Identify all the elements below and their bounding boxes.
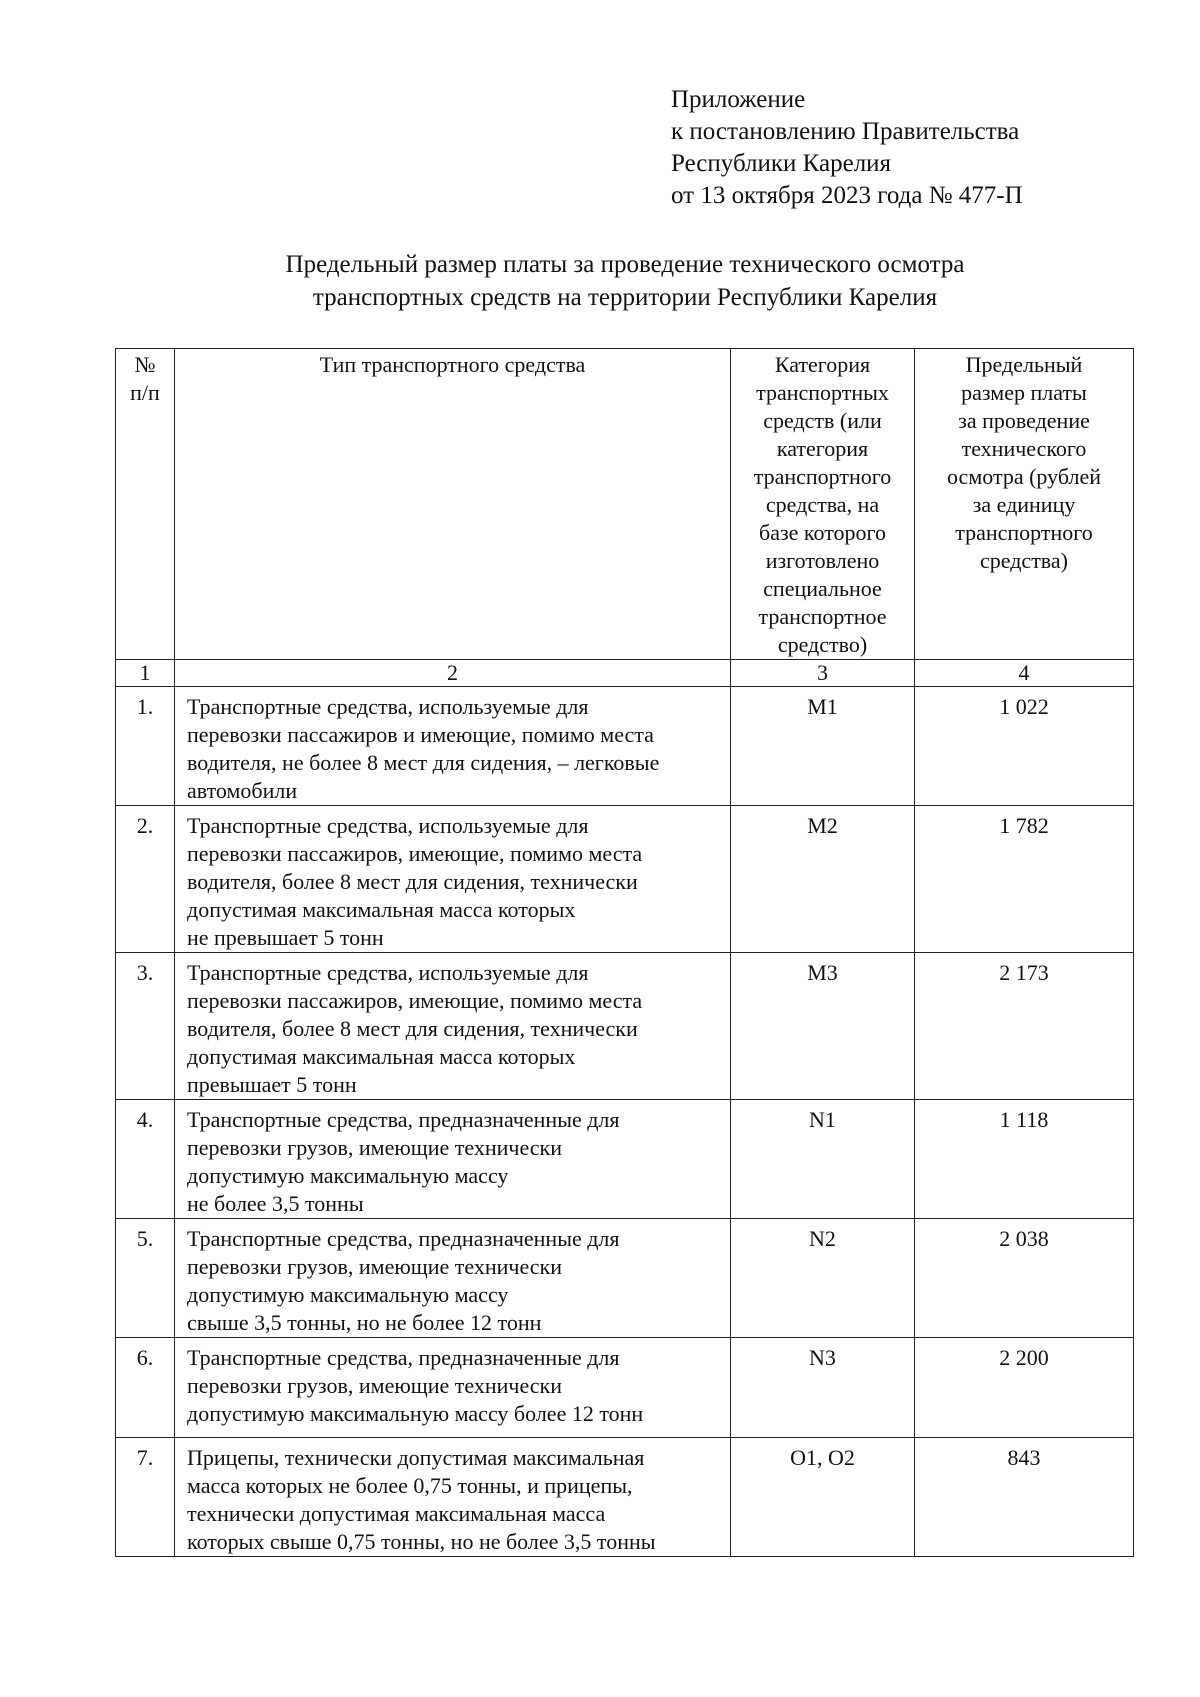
fee-table	[115, 348, 1134, 1557]
table-row	[116, 953, 1134, 1100]
vehicle-category: O1, O2	[731, 1438, 915, 1557]
fee-amount: 1 118	[915, 1100, 1134, 1219]
vehicle-type: Транспортные средства, предназначенные для перевозки грузов, имеющие технически допустимую максимальную массу не более 3,5 тонны	[175, 1100, 731, 1219]
row-number: 5.	[116, 1219, 175, 1338]
vehicle-category: N1	[731, 1100, 915, 1219]
table-row	[116, 1219, 1134, 1338]
fee-amount: 843	[915, 1438, 1134, 1557]
row-number: 6.	[116, 1338, 175, 1438]
column-index: 1	[116, 660, 175, 687]
row-number: 4.	[116, 1100, 175, 1219]
vehicle-type: Прицепы, технически допустимая максимальная масса которых не более 0,75 тонны, и прицепы, технически допустимая максимальная масса которых свыше 0,75 тонны, но не более 3,5 тонны	[175, 1438, 731, 1557]
column-index: 3	[731, 660, 915, 687]
table-row	[116, 1338, 1134, 1438]
header-vehicle-type: Тип транспортного средства	[175, 349, 731, 660]
appendix-line-2: к постановлению Правительства	[671, 118, 1020, 145]
vehicle-type: Транспортные средства, предназначенные для перевозки грузов, имеющие технически допустимую максимальную массу свыше 3,5 тонны, но не более 12 тонн	[175, 1219, 731, 1338]
document-title	[0, 248, 1200, 314]
vehicle-category: M3	[731, 953, 915, 1100]
appendix-line-4: от 13 октября 2023 года № 477-П	[671, 182, 1023, 209]
vehicle-type: Транспортные средства, используемые для перевозки пассажиров и имеющие, помимо места водителя, не более 8 мест для сидения, – легковые автомобили	[175, 687, 731, 806]
vehicle-type: Транспортные средства, используемые для перевозки пассажиров, имеющие, помимо места водителя, более 8 мест для сидения, технически допустимая максимальная масса которых превышает 5 тонн	[175, 953, 731, 1100]
vehicle-category: M2	[731, 806, 915, 953]
vehicle-type: Транспортные средства, предназначенные для перевозки грузов, имеющие технически допустимую максимальную массу более 12 тонн	[175, 1338, 731, 1438]
fee-amount: 1 782	[915, 806, 1134, 953]
appendix-line-1: Приложение	[671, 86, 806, 113]
row-number: 2.	[116, 806, 175, 953]
header-fee: Предельный размер платы за проведение технического осмотра (рублей за единицу транспортного средства)	[915, 349, 1134, 660]
row-number: 3.	[116, 953, 175, 1100]
row-number: 1.	[116, 687, 175, 806]
table-row	[116, 687, 1134, 806]
fee-amount: 1 022	[915, 687, 1134, 806]
table-row	[116, 806, 1134, 953]
vehicle-category: M1	[731, 687, 915, 806]
table-header-row	[116, 349, 1134, 660]
appendix-line-3: Республики Карелия	[671, 150, 892, 177]
row-number: 7.	[116, 1438, 175, 1557]
column-index: 4	[915, 660, 1134, 687]
document-title-line-2: транспортных средств на территории Республики Карелия	[312, 284, 938, 311]
header-category: Категория транспортных средств (или категория транспортного средства, на базе которого изготовлено специальное транспортное средство)	[731, 349, 915, 660]
fee-amount: 2 173	[915, 953, 1134, 1100]
column-index: 2	[175, 660, 731, 687]
table-row	[116, 1438, 1134, 1557]
appendix-header	[671, 84, 1023, 212]
table-row	[116, 1100, 1134, 1219]
vehicle-category: N2	[731, 1219, 915, 1338]
column-index-row	[116, 660, 1134, 687]
header-number: № п/п	[116, 349, 175, 660]
vehicle-type: Транспортные средства, используемые для перевозки пассажиров, имеющие, помимо места водителя, более 8 мест для сидения, технически допустимая максимальная масса которых не превышает 5 тонн	[175, 806, 731, 953]
fee-amount: 2 038	[915, 1219, 1134, 1338]
fee-amount: 2 200	[915, 1338, 1134, 1438]
vehicle-category: N3	[731, 1338, 915, 1438]
document-title-line-1: Предельный размер платы за проведение технического осмотра	[285, 251, 965, 278]
